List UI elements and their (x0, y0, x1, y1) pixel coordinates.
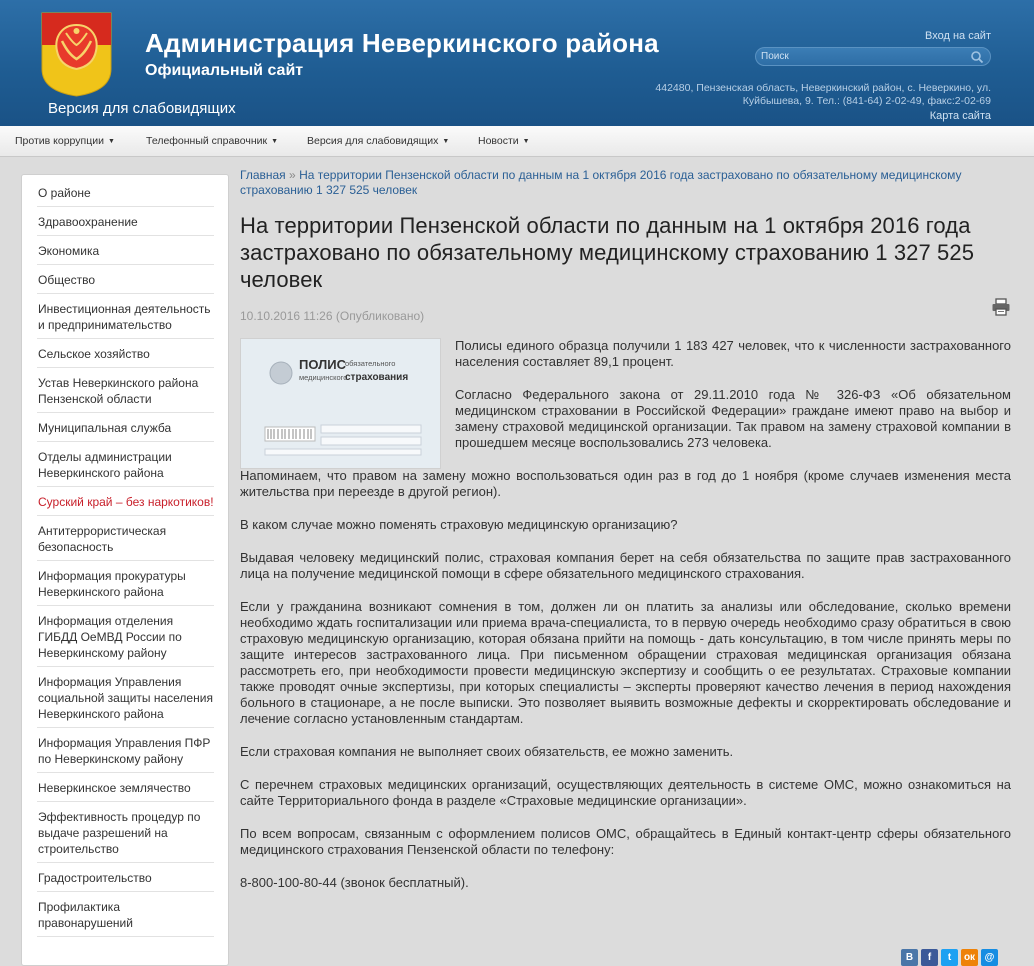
sitemap-link[interactable]: Карта сайта (929, 110, 991, 122)
article-paragraph: Согласно Федерального закона от 29.11.2010 года № 326-ФЗ «Об обязательном медицинском страховании в Российской Федерации» граждане имеют право на выбор и замену страховой медицинской организации. Так правом на замену страховой компании в прошедшем месяце воспользовались 273 человека. (455, 387, 1011, 450)
nav-item-label: Версия для слабовидящих (307, 135, 439, 147)
sidebar-item-no-drugs[interactable]: Сурский край – без наркотиков! (37, 487, 214, 516)
district-emblem-icon[interactable] (40, 11, 113, 97)
article-body (240, 338, 1011, 908)
odnoklassniki-share-button[interactable]: ок (961, 949, 978, 966)
sidebar-item-traffic-police[interactable]: Информация отделения ГИБДД ОеМВД России по Неверкинскому району (37, 606, 214, 667)
chevron-down-icon: ▼ (442, 138, 450, 145)
chevron-down-icon: ▼ (107, 138, 115, 145)
address-line: 442480, Пензенская область, Неверкинский район, с. Неверкино, ул. (655, 82, 991, 94)
sidebar-item-investment[interactable]: Инвестиционная деятельность и предпринимательство (37, 294, 214, 339)
facebook-share-button[interactable]: f (921, 949, 938, 966)
sidebar-item-antiterror[interactable]: Антитеррористическая безопасность (37, 516, 214, 561)
breadcrumb-home-link[interactable]: Главная (240, 168, 286, 182)
article-paragraph: По всем вопросам, связанным с оформлением полисов ОМС, обращайтесь в Единый контакт-центр сферы обязательного медицинского страхования Пензенской области по телефону: (240, 826, 1011, 857)
top-navigation (0, 126, 1034, 157)
article-paragraph: Полисы единого образца получили 1 183 427 человек, что к численности застрахованного населения составляет 89,1 процент. (455, 338, 1011, 369)
print-icon[interactable] (991, 298, 1011, 316)
article-paragraph: В каком случае можно поменять страховую медицинскую организацию? (240, 517, 678, 532)
address-line: Куйбышева, 9. Тел.: (841-64) 2-02-49, факс:2-02-69 (742, 95, 991, 107)
nav-item-label: Новости (478, 135, 519, 147)
main-content (240, 168, 1011, 890)
sidebar-item-about[interactable]: О районе (37, 178, 214, 207)
site-subtitle: Официальный сайт (145, 62, 304, 79)
site-header (0, 0, 1034, 126)
contact-address (621, 82, 991, 108)
sidebar-item-social-protection[interactable]: Информация Управления социальной защиты населения Неверкинского района (37, 667, 214, 728)
login-link[interactable]: Вход на сайт (925, 30, 991, 42)
mail-share-button[interactable]: @ (981, 949, 998, 966)
article-paragraph: Напоминаем, что правом на замену можно воспользоваться один раз в год до 1 ноября (кроме случаев изменения места жительства при переезде в другой регион). (240, 468, 1011, 499)
article-paragraph: 8-800-100-80-44 (звонок бесплатный). (240, 875, 469, 890)
site-title[interactable]: Администрация Неверкинского района (145, 28, 659, 58)
sidebar-item-municipal-service[interactable]: Муниципальная служба (37, 413, 214, 442)
sidebar-item-agriculture[interactable]: Сельское хозяйство (37, 339, 214, 368)
breadcrumb-current-link[interactable]: На территории Пензенской области по данным на 1 октября 2016 года застраховано по обязательному медицинскому страхованию 1 327 525 человек (240, 168, 962, 197)
sidebar-item-charter[interactable]: Устав Неверкинского района Пензенской области (37, 368, 214, 413)
chevron-down-icon: ▼ (271, 138, 279, 145)
article-paragraph: Выдавая человеку медицинский полис, страховая компания берет на себя обязательства по защите прав застрахованного лица на получение медицинской помощи в сфере обязательного медицинского страхования. (240, 550, 1011, 581)
nav-item-low-vision[interactable] (307, 135, 449, 147)
sidebar-item-economy[interactable]: Экономика (37, 236, 214, 265)
sidebar-item-offense-prevention[interactable]: Профилактика правонарушений (37, 892, 214, 937)
policy-caption: медицинского (299, 373, 348, 382)
article-date: 10.10.2016 11:26 (240, 309, 333, 323)
sidebar-item-departments[interactable]: Отделы администрации Неверкинского района (37, 442, 214, 487)
sidebar-item-pension-fund[interactable]: Информация Управления ПФР по Неверкинскому району (37, 728, 214, 773)
policy-caption: страхования (345, 372, 409, 383)
sidebar-menu (21, 174, 229, 966)
nav-item-label: Телефонный справочник (146, 135, 268, 147)
article-paragraph: С перечнем страховых медицинских организаций, осуществляющих деятельность в системе ОМС, можно ознакомиться на сайте Территориального фонда в разделе «Страховые медицинские организации». (240, 777, 1011, 808)
nav-item-phonebook[interactable] (146, 135, 278, 147)
policy-caption: ПОЛИС (299, 357, 346, 372)
article-status: (Опубликовано) (335, 309, 425, 323)
search-box (755, 47, 991, 66)
breadcrumb (240, 168, 1011, 198)
search-icon[interactable] (970, 50, 984, 64)
chevron-down-icon: ▼ (522, 138, 530, 145)
low-vision-link[interactable]: Версия для слабовидящих (48, 100, 236, 117)
sidebar-item-health[interactable]: Здравоохранение (37, 207, 214, 236)
nav-item-news[interactable] (478, 135, 530, 147)
vk-share-button[interactable]: В (901, 949, 918, 966)
article-meta (240, 309, 424, 323)
article-paragraph: Если страховая компания не выполняет своих обязательств, ее можно заменить. (240, 744, 734, 759)
breadcrumb-separator: » (289, 168, 296, 182)
sidebar-item-urban-planning[interactable]: Градостроительство (37, 863, 214, 892)
policy-caption: обязательного (345, 359, 396, 368)
page-title: На территории Пензенской области по данным на 1 октября 2016 года застраховано по обязательному медицинскому страхованию 1 327 525 человек (240, 213, 975, 292)
twitter-share-button[interactable]: t (941, 949, 958, 966)
article-paragraph: Если у гражданина возникают сомнения в том, должен ли он платить за анализы или обследование, сколько времени необходимо ждать госпитализации или приема врача-специалиста, то в первую очередь необходимо сразу обратиться в свою страховую медицинскую организацию, которая обязана прийти на помощь - дать консультацию, в том числе принять меры по защите интересов застрахованного лица. При письменном обращении страховая медицинская организация обязана рассмотреть его, при необходимости провести медицинскую экспертизу и сообщить о ее результатах. Страховые компании также проводят очные экспертизы, при которых специалисты – эксперты проверяют качество лечения в период нахождения больного в стационаре, а не после выписки. Это позволяет выявить возможные дефекты и скорректировать обследование и лечение согласно установленным стандартам. (240, 599, 1011, 726)
sidebar-item-society[interactable]: Общество (37, 265, 214, 294)
nav-item-anticorruption[interactable] (15, 135, 115, 147)
search-input[interactable] (761, 49, 966, 64)
nav-item-label: Против коррупции (15, 135, 104, 147)
share-buttons (901, 947, 1001, 965)
sidebar-item-prosecutor[interactable]: Информация прокуратуры Неверкинского района (37, 561, 214, 606)
sidebar-item-community[interactable]: Неверкинское землячество (37, 773, 214, 802)
sidebar-item-construction-permits[interactable]: Эффективность процедур по выдаче разрешений на строительство (37, 802, 214, 863)
